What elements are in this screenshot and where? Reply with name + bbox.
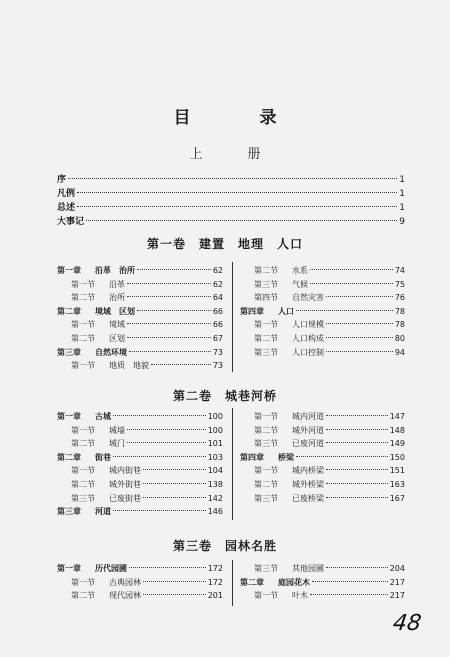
entry-title: 城外街巷 bbox=[109, 479, 141, 489]
entry-number: 第三章 bbox=[57, 347, 81, 357]
entry-page: 78 bbox=[394, 320, 405, 330]
leader-dots bbox=[77, 206, 397, 207]
entry-title: 古典园林 bbox=[109, 577, 141, 587]
entry-page: 62 bbox=[212, 266, 223, 275]
toc-entry bbox=[57, 172, 405, 186]
entry-title: 序 bbox=[57, 175, 67, 185]
entry-number: 第一节 bbox=[71, 425, 95, 435]
entry-page: 151 bbox=[389, 466, 405, 476]
entry-number: 第二章 bbox=[57, 306, 81, 316]
entry-title: 境域 bbox=[109, 320, 125, 330]
toc-section-entry bbox=[240, 347, 405, 361]
leader-dots bbox=[143, 497, 206, 498]
leader-dots bbox=[310, 283, 393, 284]
entry-number: 第一节 bbox=[254, 320, 278, 330]
leader-dots bbox=[326, 337, 393, 338]
toc-chapter-entry bbox=[57, 506, 223, 520]
toc-entry bbox=[57, 200, 405, 214]
leader-dots bbox=[326, 296, 393, 297]
entry-title: 凡例 bbox=[57, 189, 76, 199]
entry-title: 城墙 bbox=[109, 425, 125, 435]
entry-title: 城门 bbox=[109, 439, 125, 449]
entry-title: 城内街巷 bbox=[109, 466, 141, 476]
entry-number: 第一章 bbox=[57, 412, 81, 421]
entry-page: 9 bbox=[399, 217, 405, 227]
entry-title: 自然环境 bbox=[95, 347, 127, 357]
entry-title: 已废河道 bbox=[292, 439, 324, 449]
leader-dots bbox=[143, 581, 206, 582]
entry-title: 其他园圃 bbox=[292, 564, 324, 573]
entry-page: 66 bbox=[212, 320, 223, 330]
entry-title: 城外河道 bbox=[292, 425, 324, 435]
leader-dots bbox=[326, 483, 388, 484]
entry-number: 第二节 bbox=[254, 266, 278, 275]
column-divider bbox=[232, 408, 233, 520]
volume-3-right-column bbox=[240, 563, 405, 604]
entry-title: 境域 区划 bbox=[95, 306, 135, 316]
entry-number: 第三节 bbox=[254, 439, 278, 449]
toc-chapter-entry bbox=[57, 452, 223, 466]
entry-page: 146 bbox=[207, 507, 223, 517]
entry-title: 城外桥梁 bbox=[292, 479, 324, 489]
leader-dots bbox=[127, 337, 211, 338]
entry-page: 67 bbox=[212, 333, 223, 343]
entry-number: 第三节 bbox=[254, 564, 278, 573]
entry-title: 沿革 bbox=[109, 279, 125, 289]
entry-page: 172 bbox=[207, 564, 223, 573]
leader-dots bbox=[68, 178, 397, 179]
entry-number: 第二节 bbox=[254, 479, 278, 489]
toc-section-entry bbox=[57, 479, 223, 493]
entry-number: 第一节 bbox=[71, 577, 95, 587]
toc-entry bbox=[57, 214, 405, 228]
entry-page: 73 bbox=[212, 361, 223, 371]
leader-dots bbox=[113, 456, 206, 457]
entry-number: 第二节 bbox=[254, 333, 278, 343]
entry-title: 已废桥梁 bbox=[292, 493, 324, 503]
entry-title: 大事记 bbox=[57, 217, 85, 227]
entry-number: 第三节 bbox=[71, 493, 95, 503]
toc-section-entry bbox=[57, 360, 223, 374]
entry-title: 人口规模 bbox=[292, 320, 324, 330]
entry-page: 104 bbox=[207, 466, 223, 476]
volume-2-left-column bbox=[57, 411, 223, 520]
toc-section-entry bbox=[240, 590, 405, 604]
entry-page: 64 bbox=[212, 293, 223, 303]
entry-number: 第一节 bbox=[254, 591, 278, 601]
toc-section-entry bbox=[57, 438, 223, 452]
entry-page: 138 bbox=[207, 479, 223, 489]
entry-page: 1 bbox=[399, 189, 405, 199]
entry-page: 73 bbox=[212, 347, 223, 357]
entry-page: 103 bbox=[207, 452, 223, 462]
entry-page: 167 bbox=[389, 493, 405, 503]
leader-dots bbox=[129, 351, 211, 352]
entry-title: 现代园林 bbox=[109, 591, 141, 601]
toc-section-entry bbox=[240, 292, 405, 306]
page-title: 目 录 bbox=[173, 108, 303, 128]
entry-number: 第四章 bbox=[240, 306, 264, 316]
toc-section-entry bbox=[240, 265, 405, 279]
entry-title: 桥梁 bbox=[278, 452, 294, 462]
entry-title: 人口构成 bbox=[292, 333, 324, 343]
leader-dots bbox=[127, 442, 206, 443]
leader-dots bbox=[296, 310, 393, 311]
column-divider bbox=[232, 560, 233, 606]
entry-number: 第一章 bbox=[57, 564, 81, 573]
entry-page: 100 bbox=[207, 412, 223, 421]
leader-dots bbox=[296, 456, 388, 457]
toc-section-entry bbox=[57, 577, 223, 591]
toc-chapter-entry bbox=[57, 347, 223, 361]
entry-page: 75 bbox=[394, 279, 405, 289]
leader-dots bbox=[326, 351, 393, 352]
entry-page: 80 bbox=[394, 333, 405, 343]
leader-dots bbox=[310, 269, 393, 270]
volume-2-right-column bbox=[240, 411, 405, 506]
entry-number: 第三章 bbox=[57, 507, 81, 517]
leader-dots bbox=[113, 415, 206, 416]
entry-number: 第二章 bbox=[240, 577, 264, 587]
entry-page: 150 bbox=[389, 452, 405, 462]
entry-title: 城内桥梁 bbox=[292, 466, 324, 476]
entry-page: 142 bbox=[207, 493, 223, 503]
toc-chapter-entry bbox=[57, 265, 223, 279]
entry-number: 第三节 bbox=[254, 347, 278, 357]
leader-dots bbox=[127, 296, 211, 297]
entry-number: 第四章 bbox=[240, 452, 264, 462]
entry-title: 总述 bbox=[57, 203, 76, 213]
entry-title: 已废街巷 bbox=[109, 493, 141, 503]
toc-section-entry bbox=[57, 333, 223, 347]
entry-page: 149 bbox=[389, 439, 405, 449]
leader-dots bbox=[129, 567, 206, 568]
entry-number: 第二节 bbox=[71, 591, 95, 601]
volume-title-2: 第二卷 城巷河桥 bbox=[172, 389, 277, 403]
entry-title: 人口 bbox=[278, 306, 294, 316]
entry-title: 街巷 bbox=[95, 452, 111, 462]
leader-dots bbox=[143, 594, 206, 595]
leader-dots bbox=[127, 283, 211, 284]
toc-section-entry bbox=[240, 279, 405, 293]
leader-dots bbox=[127, 429, 206, 430]
entry-title: 水系 bbox=[292, 266, 308, 275]
entry-title: 区划 bbox=[109, 333, 125, 343]
entry-title: 城内河道 bbox=[292, 412, 324, 421]
leader-dots bbox=[326, 442, 388, 443]
entry-title: 自然灾害 bbox=[292, 293, 324, 303]
volume-title-1: 第一卷 建置 地理 人口 bbox=[146, 237, 303, 251]
entry-title: 叶木 bbox=[292, 591, 308, 601]
entry-page: 101 bbox=[207, 439, 223, 449]
toc-chapter-entry bbox=[240, 577, 405, 591]
leader-dots bbox=[151, 364, 211, 365]
entry-page: 74 bbox=[394, 266, 405, 275]
entry-title: 历代园圃 bbox=[95, 564, 127, 573]
entry-title: 人口控制 bbox=[292, 347, 324, 357]
toc-section-entry bbox=[240, 333, 405, 347]
entry-page: 78 bbox=[394, 306, 405, 316]
toc-chapter-entry bbox=[57, 411, 223, 425]
toc-chapter-entry bbox=[57, 563, 223, 577]
entry-title: 庭园花木 bbox=[278, 577, 310, 587]
entry-title: 古城 bbox=[95, 412, 111, 421]
entry-page: 148 bbox=[389, 425, 405, 435]
leader-dots bbox=[137, 269, 211, 270]
entry-page: 1 bbox=[399, 175, 405, 185]
entry-number: 第二节 bbox=[71, 333, 95, 343]
volume-1-left-column bbox=[57, 265, 223, 374]
page-subtitle: 上 册 bbox=[189, 147, 277, 162]
entry-title: 气候 bbox=[292, 279, 308, 289]
entry-number: 第二节 bbox=[254, 425, 278, 435]
entry-page: 1 bbox=[399, 203, 405, 213]
leader-dots bbox=[143, 469, 206, 470]
entry-number: 第二节 bbox=[71, 293, 95, 303]
entry-number: 第二章 bbox=[57, 452, 81, 462]
toc-section-entry bbox=[57, 425, 223, 439]
entry-page: 217 bbox=[389, 591, 405, 601]
entry-number: 第二节 bbox=[71, 439, 95, 449]
leader-dots bbox=[137, 310, 211, 311]
leader-dots bbox=[77, 192, 397, 193]
toc-section-entry bbox=[57, 465, 223, 479]
volume-3-left-column bbox=[57, 563, 223, 604]
toc-section-entry bbox=[57, 319, 223, 333]
entry-number: 第一节 bbox=[254, 466, 278, 476]
entry-page: 76 bbox=[394, 293, 405, 303]
entry-page: 94 bbox=[394, 347, 405, 357]
toc-section-entry bbox=[240, 438, 405, 452]
entry-page: 201 bbox=[207, 591, 223, 601]
entry-number: 第三节 bbox=[254, 493, 278, 503]
entry-page: 204 bbox=[389, 564, 405, 573]
entry-number: 第一节 bbox=[254, 412, 278, 421]
toc-section-entry bbox=[240, 411, 405, 425]
entry-page: 163 bbox=[389, 479, 405, 489]
leader-dots bbox=[127, 323, 211, 324]
volume-1-right-column bbox=[240, 265, 405, 360]
leader-dots bbox=[326, 469, 388, 470]
toc-section-entry bbox=[240, 479, 405, 493]
leader-dots bbox=[326, 429, 388, 430]
toc-entry bbox=[57, 186, 405, 200]
entry-number: 第一节 bbox=[71, 361, 95, 371]
toc-section-entry bbox=[240, 425, 405, 439]
entry-page: 66 bbox=[212, 306, 223, 316]
entry-page: 100 bbox=[207, 425, 223, 435]
handwritten-page-number: 48 bbox=[391, 611, 423, 636]
toc-section-entry bbox=[240, 465, 405, 479]
column-divider bbox=[232, 262, 233, 372]
toc-section-entry bbox=[240, 319, 405, 333]
entry-title: 沿革 治所 bbox=[95, 266, 135, 275]
entry-title: 河道 bbox=[95, 507, 111, 517]
entry-page: 62 bbox=[212, 279, 223, 289]
entry-page: 217 bbox=[389, 577, 405, 587]
leader-dots bbox=[326, 415, 388, 416]
front-matter-list bbox=[57, 172, 405, 228]
toc-section-entry bbox=[57, 590, 223, 604]
entry-title: 地质 地貌 bbox=[109, 361, 149, 371]
volume-title-3: 第三卷 园林名胜 bbox=[172, 539, 277, 553]
entry-number: 第二节 bbox=[71, 479, 95, 489]
toc-section-entry bbox=[57, 279, 223, 293]
entry-number: 第一节 bbox=[71, 279, 95, 289]
leader-dots bbox=[326, 323, 393, 324]
leader-dots bbox=[326, 567, 388, 568]
toc-section-entry bbox=[240, 563, 405, 577]
leader-dots bbox=[86, 220, 397, 221]
toc-section-entry bbox=[57, 493, 223, 507]
toc-section-entry bbox=[240, 493, 405, 507]
toc-chapter-entry bbox=[57, 306, 223, 320]
entry-number: 第四节 bbox=[254, 293, 278, 303]
toc-chapter-entry bbox=[240, 306, 405, 320]
entry-number: 第三节 bbox=[254, 279, 278, 289]
leader-dots bbox=[310, 594, 388, 595]
leader-dots bbox=[113, 510, 206, 511]
toc-chapter-entry bbox=[240, 452, 405, 466]
entry-page: 172 bbox=[207, 577, 223, 587]
entry-number: 第一节 bbox=[71, 320, 95, 330]
entry-number: 第一章 bbox=[57, 266, 81, 275]
toc-section-entry bbox=[57, 292, 223, 306]
leader-dots bbox=[312, 581, 388, 582]
entry-number: 第一节 bbox=[71, 466, 95, 476]
entry-title: 治所 bbox=[109, 293, 125, 303]
leader-dots bbox=[326, 497, 388, 498]
entry-page: 147 bbox=[389, 412, 405, 421]
leader-dots bbox=[143, 483, 206, 484]
